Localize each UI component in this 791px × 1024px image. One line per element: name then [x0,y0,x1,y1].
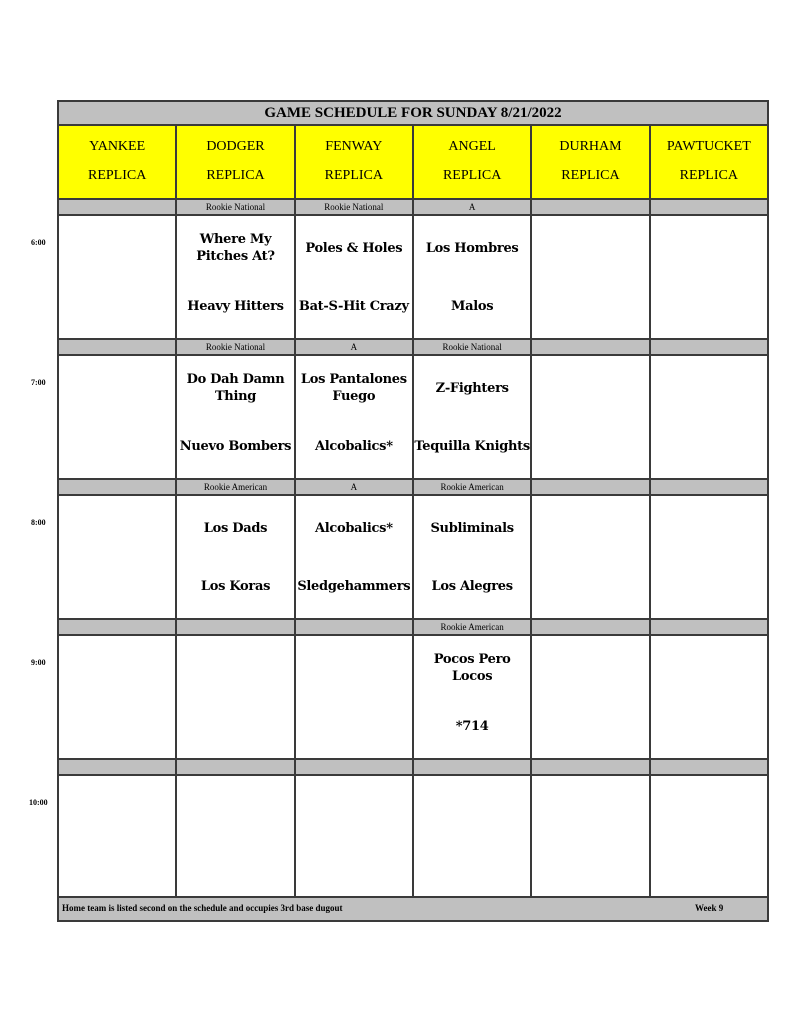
visiting-team [414,228,530,268]
division-label: A [296,340,414,354]
visiting-team [532,648,648,688]
division-label: Rookie National [177,340,295,354]
division-row [59,758,767,776]
field-sub: REPLICA [561,167,620,183]
home-team: Sledgehammers [297,579,411,594]
game-cell [651,356,767,478]
visiting-team [651,508,767,548]
game-cell [296,216,414,338]
division-label [177,760,295,774]
visiting-team [296,368,412,408]
division-label [651,760,767,774]
division-label [532,340,650,354]
game-cell [296,496,414,618]
field-name: DURHAM [559,138,622,154]
visiting-team [532,228,648,268]
division-label: Rookie National [296,200,414,214]
game-cell [532,776,650,898]
field-sub: REPLICA [206,167,265,183]
division-row [59,338,767,356]
field-header-row [59,126,767,198]
visiting-team [177,508,293,548]
division-label [651,620,767,634]
field-header-durham [532,126,650,198]
home-team: Malos [451,299,494,314]
game-cell [59,216,177,338]
time-label: 10:00 [29,798,48,807]
visiting-team-name: Subliminals [430,520,514,536]
game-cell [414,356,532,478]
visiting-team [59,368,175,408]
game-cell [296,776,414,898]
schedule-sheet [57,100,769,922]
visiting-team [177,368,293,408]
division-label: Rookie American [414,480,532,494]
visiting-team [414,648,530,688]
game-cell [177,636,295,758]
game-cell [59,496,177,618]
game-cell [177,496,295,618]
game-cell [532,496,650,618]
division-label [59,340,177,354]
visiting-team-name: Alcobalics* [314,520,393,536]
time-label: 8:00 [31,518,46,527]
visiting-team [59,228,175,268]
visiting-team [59,648,175,688]
game-cell [59,636,177,758]
home-team: Tequilla Knights [414,439,530,454]
game-cell [414,776,532,898]
visiting-team-name: Z-Fighters [435,380,509,396]
division-label: A [296,480,414,494]
game-row [59,636,767,758]
field-name: ANGEL [448,138,496,154]
game-cell [651,636,767,758]
visiting-team-name: Where My Pitches At? [196,232,275,264]
home-team: Los Koras [200,579,271,594]
game-cell [296,356,414,478]
game-row [59,496,767,618]
division-label [651,480,767,494]
visiting-team [532,368,648,408]
game-cell [532,216,650,338]
division-row [59,198,767,216]
field-name: FENWAY [325,138,383,154]
home-team: Heavy Hitters [187,299,284,314]
visiting-team [651,788,767,828]
field-name: YANKEE [89,138,146,154]
game-cell [414,496,532,618]
visiting-team-name: Poles & Holes [305,240,403,256]
division-label [59,760,177,774]
game-cell [651,776,767,898]
game-cell [59,356,177,478]
visiting-team [414,508,530,548]
game-row [59,356,767,478]
visiting-team [59,508,175,548]
field-name: DODGER [206,138,265,154]
division-label [532,480,650,494]
visiting-team [177,228,293,268]
game-cell [177,216,295,338]
visiting-team [651,228,767,268]
visiting-team [59,788,175,828]
field-sub: REPLICA [442,167,502,183]
game-row [59,776,767,898]
game-cell [59,776,177,898]
home-team-note: Home team is listed second on the schedule and occupies 3rd base dugout [62,903,343,913]
visiting-team-name: Pocos Pero Locos [433,652,511,684]
field-header-angel [414,126,532,198]
field-header-pawtucket [651,126,767,198]
division-label [177,620,295,634]
field-header-fenway [296,126,414,198]
division-label [296,620,414,634]
division-label: Rookie National [414,340,532,354]
visiting-team [532,788,648,828]
visiting-team-name: Do Dah Damn Thing [186,372,285,404]
time-label: 7:00 [31,378,46,387]
game-cell [414,636,532,758]
game-cell [651,496,767,618]
field-sub: REPLICA [679,167,738,183]
game-row [59,216,767,338]
field-header-dodger [177,126,295,198]
visiting-team [296,788,412,828]
visiting-team [651,648,767,688]
division-label: Rookie American [414,620,532,634]
visiting-team [414,368,530,408]
visiting-team [177,788,293,828]
game-cell [177,776,295,898]
visiting-team [296,648,412,688]
footer-bar [59,896,767,920]
schedule-title: GAME SCHEDULE FOR SUNDAY 8/21/2022 [59,102,767,126]
field-sub: REPLICA [87,167,147,183]
division-label [59,200,177,214]
division-label [532,200,650,214]
time-label: 9:00 [31,658,46,667]
time-label: 6:00 [31,238,46,247]
division-label [532,760,650,774]
division-label [296,760,414,774]
game-cell [414,216,532,338]
visiting-team [296,508,412,548]
field-header-yankee [59,126,177,198]
home-team: Nuevo Bombers [179,439,292,454]
division-label: Rookie American [177,480,295,494]
home-team: *714 [455,719,489,734]
division-label [59,620,177,634]
game-cell [532,636,650,758]
home-team: Bat-S-Hit Crazy [298,299,409,314]
visiting-team-name: Los Dads [203,520,268,536]
visiting-team-name: Los Hombres [425,240,519,256]
visiting-team [651,368,767,408]
division-label [414,760,532,774]
field-name: PAWTUCKET [666,138,751,154]
game-cell [651,216,767,338]
week-label: Week 9 [695,903,724,913]
home-team: Alcobalics* [314,439,393,454]
division-label [532,620,650,634]
division-label [651,200,767,214]
division-label [59,480,177,494]
division-label: Rookie National [177,200,295,214]
game-cell [532,356,650,478]
visiting-team [296,228,412,268]
visiting-team [414,788,530,828]
division-label [651,340,767,354]
home-team: Los Alegres [431,579,513,594]
visiting-team-name: Los Pantalones Fuego [300,372,407,404]
field-sub: REPLICA [324,167,383,183]
division-row [59,618,767,636]
division-row [59,478,767,496]
division-label: A [414,200,532,214]
visiting-team [177,648,293,688]
game-cell [177,356,295,478]
visiting-team [532,508,648,548]
game-cell [296,636,414,758]
